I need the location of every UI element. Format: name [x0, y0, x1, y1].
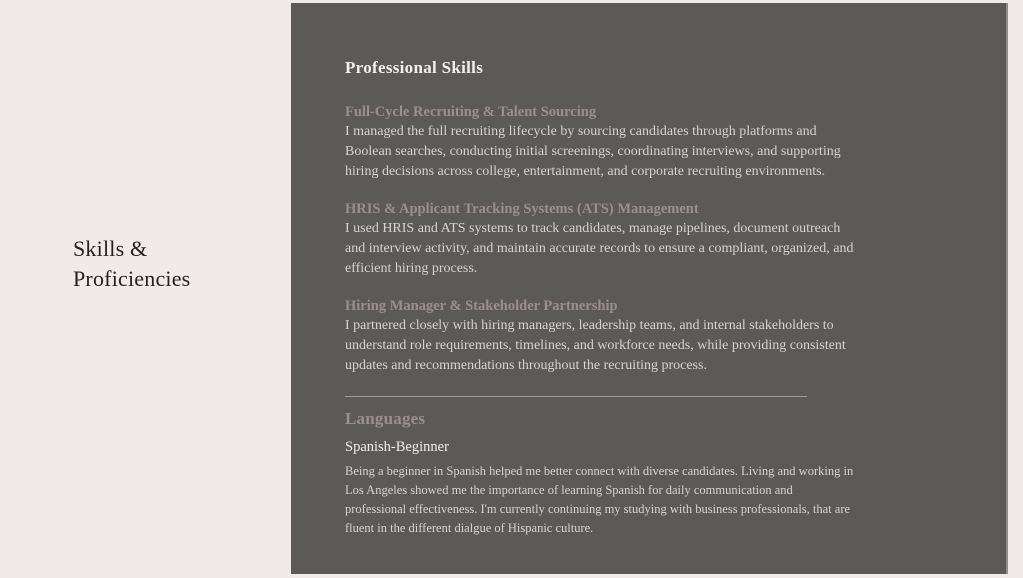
professional-skills-heading: Professional Skills: [345, 58, 484, 77]
skill-section-title: Full-Cycle Recruiting & Talent Sourcing: [345, 104, 597, 120]
skill-section-stakeholder-partnership: [345, 296, 857, 376]
skill-section-title: Hiring Manager & Stakeholder Partnership: [345, 298, 618, 314]
section-divider: [345, 396, 807, 397]
skill-section-hris-ats: [345, 199, 857, 279]
skill-section-body: I used HRIS and ATS systems to track candidates, manage pipelines, document outreach and interview activity, and maintain accurate records to ensure a compliant, organized, and efficient hiring process.: [345, 221, 854, 276]
languages-heading: Languages: [345, 409, 426, 428]
skill-section-body: I managed the full recruiting lifecycle by sourcing candidates through platforms and Boolean searches, conducting initial screenings, coordinating interviews, and supporting hiring decisions across college, entertainment, and corporate recruiting environments.: [345, 124, 841, 179]
skill-section-full-cycle-recruiting: [345, 102, 857, 182]
skill-section-body: I partnered closely with hiring managers, leadership teams, and internal stakeholders to understand role requirements, timelines, and workforce needs, while providing consistent updates and recommendations throughout the recruiting process.: [345, 318, 846, 373]
language-level-label: Spanish-Beginner: [345, 439, 449, 455]
skills-panel: [291, 3, 1008, 574]
sidebar: [0, 0, 291, 578]
skill-section-title: HRIS & Applicant Tracking Systems (ATS) Management: [345, 201, 699, 217]
languages-section: [345, 409, 857, 538]
language-description: Being a beginner in Spanish helped me better connect with diverse candidates. Living and working in Los Angeles showed me the importance of learning Spanish for daily communication and professional effectiveness. I'm currently continuing my studying with business professionals, that are fluent in the different dialgue of Hispanic culture.: [345, 464, 854, 535]
page-title: Skills & Proficiencies: [73, 236, 191, 291]
skills-panel-content: [345, 58, 857, 538]
